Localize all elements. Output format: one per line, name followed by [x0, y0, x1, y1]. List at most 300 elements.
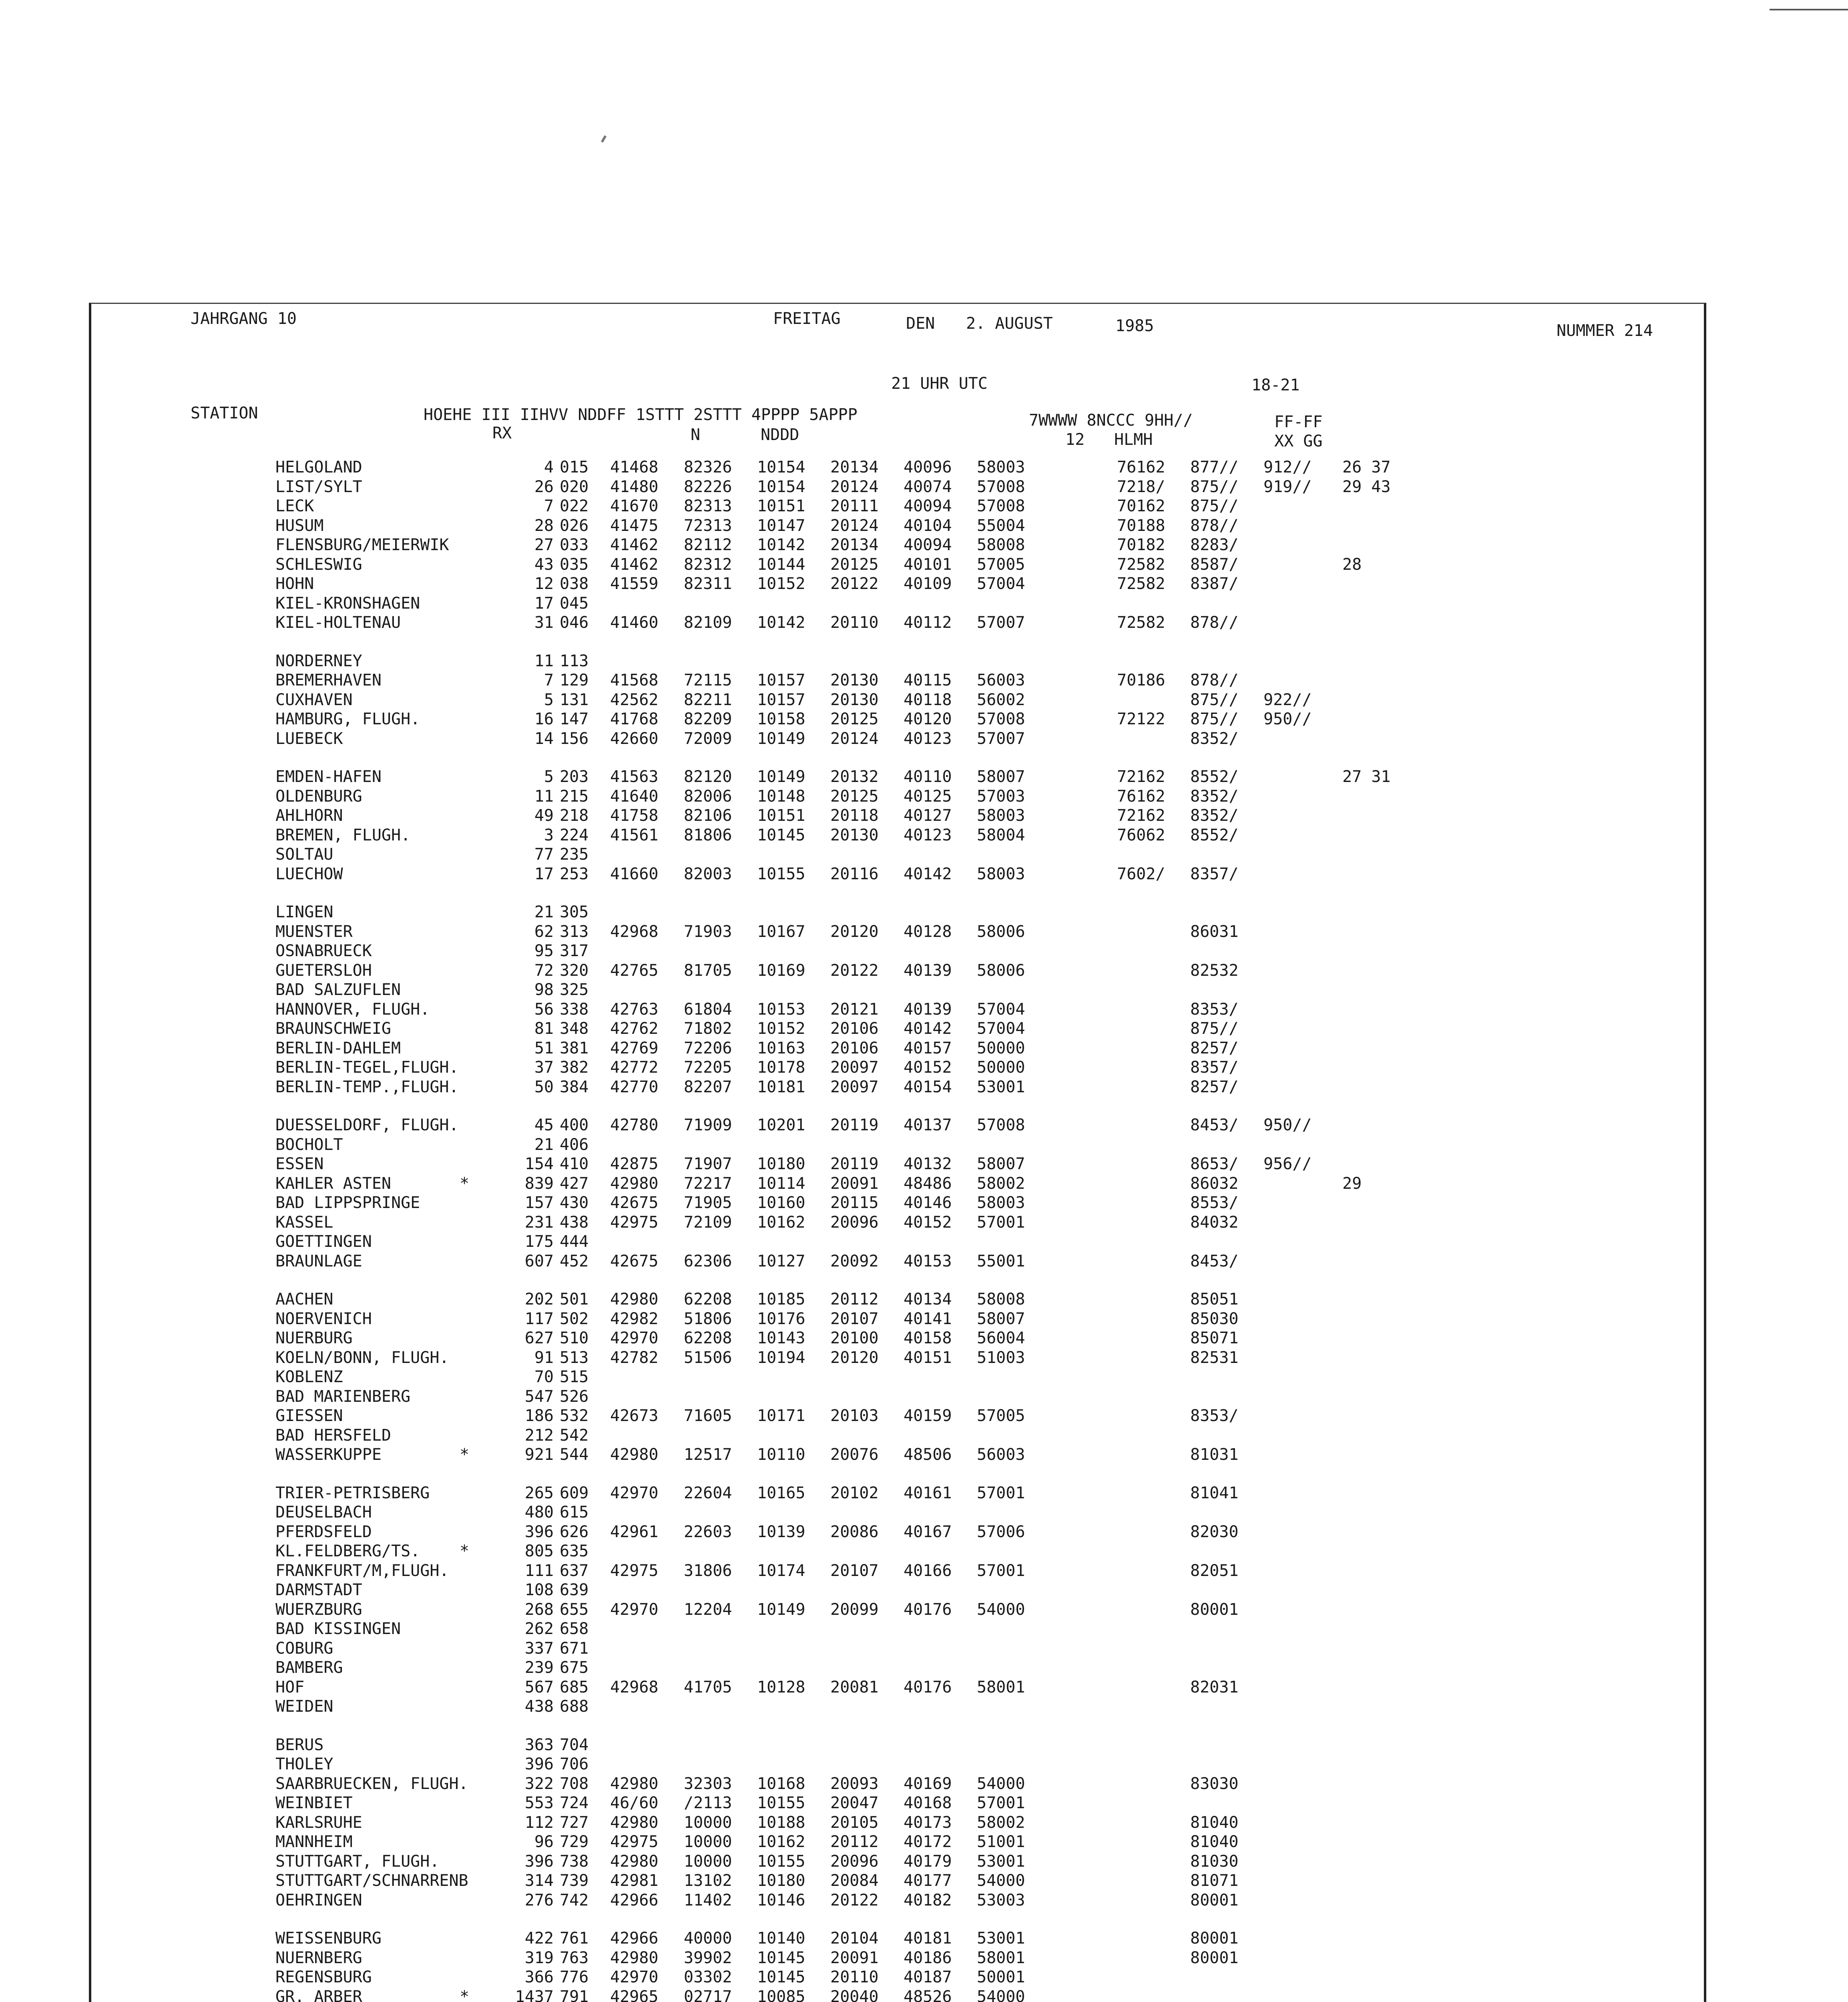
synop-group: 41670	[610, 497, 659, 515]
station-row	[91, 1484, 1704, 1502]
station-number: 635	[560, 1542, 589, 1560]
synop-group: 48526	[904, 1987, 952, 2002]
station-height: 31	[534, 613, 554, 632]
synop-group: 20132	[830, 768, 879, 786]
station-height: 111	[524, 1561, 554, 1580]
synop-group: 10142	[757, 613, 805, 632]
extra-group: 875//	[1190, 477, 1239, 496]
station-name: ESSEN	[275, 1155, 324, 1173]
station-name: KIEL-HOLTENAU	[275, 613, 401, 632]
synop-group: 32303	[684, 1774, 732, 1793]
synop-group: 10194	[757, 1348, 805, 1367]
extra-group: 8352/	[1190, 729, 1239, 748]
synop-group: 40161	[904, 1483, 952, 1502]
synop-group: 10163	[757, 1039, 805, 1057]
station-number: 738	[560, 1852, 589, 1871]
synop-group: 58007	[977, 1309, 1025, 1328]
station-number: 706	[560, 1755, 589, 1773]
station-row	[91, 1213, 1704, 1231]
synop-group: 10127	[757, 1252, 805, 1270]
synop-group: 40173	[904, 1813, 952, 1832]
synop-group: 72217	[684, 1174, 732, 1193]
extra-group: 8352/	[1190, 806, 1239, 825]
synop-group: 10185	[757, 1290, 805, 1309]
synop-group: 10167	[757, 922, 805, 941]
station-name: NORDERNEY	[275, 651, 362, 670]
station-height: 607	[524, 1252, 554, 1270]
station-row	[91, 671, 1704, 689]
station-height: 11	[534, 787, 554, 806]
station-number: 015	[560, 458, 589, 476]
gust-value: 26 37	[1342, 458, 1391, 476]
synop-group: 20124	[830, 477, 879, 496]
station-name: FLENSBURG/MEIERWIK	[275, 536, 449, 554]
synop-group: 20121	[830, 1000, 879, 1019]
synop-group: 42970	[610, 1600, 659, 1619]
synop-group: 20084	[830, 1871, 879, 1890]
col-n: N	[691, 426, 701, 444]
synop-group: 51506	[684, 1348, 732, 1367]
station-number: 033	[560, 536, 589, 554]
synop-group: 20134	[830, 536, 879, 554]
station-name: LUEBECK	[275, 729, 343, 748]
synop-group: 40152	[904, 1058, 952, 1077]
synop-group: 42982	[610, 1309, 659, 1328]
station-number: 427	[560, 1174, 589, 1193]
synop-group: 58003	[977, 806, 1025, 825]
synop-group: 10162	[757, 1833, 805, 1851]
station-row	[91, 536, 1704, 554]
station-row	[91, 1988, 1704, 2002]
synop-group: 41640	[610, 787, 659, 806]
synop-group: 53003	[977, 1891, 1025, 1910]
station-row	[91, 1116, 1704, 1134]
synop-group: 57007	[977, 729, 1025, 748]
station-height: 154	[524, 1155, 554, 1173]
extra-group: 922//	[1263, 690, 1312, 709]
synop-group: 10145	[757, 826, 805, 844]
station-height: 268	[524, 1600, 554, 1619]
synop-group: 40176	[904, 1600, 952, 1619]
station-number: 129	[560, 671, 589, 689]
synop-group: 20115	[830, 1194, 879, 1212]
jahrgang: JAHRGANG 10	[191, 310, 297, 328]
synop-group: 20122	[830, 575, 879, 593]
station-row	[91, 1891, 1704, 1909]
col-station: STATION	[191, 404, 258, 422]
synop-group: 40127	[904, 806, 952, 825]
station-height: 157	[524, 1194, 554, 1212]
synop-group: 10157	[757, 690, 805, 709]
station-name: BAMBERG	[275, 1658, 343, 1677]
synop-group: 10155	[757, 1852, 805, 1871]
synop-group: 40139	[904, 961, 952, 980]
synop-group: 72115	[684, 671, 732, 689]
station-row	[91, 1194, 1704, 1212]
station-number: 203	[560, 768, 589, 786]
station-number: 218	[560, 806, 589, 825]
synop-group: 10180	[757, 1871, 805, 1890]
station-name: KASSEL	[275, 1213, 333, 1232]
synop-group: 20096	[830, 1213, 879, 1232]
gust-value: 28	[1342, 555, 1362, 574]
extra-group: 912//	[1263, 458, 1312, 476]
station-number: 742	[560, 1891, 589, 1910]
station-name: HUSUM	[275, 516, 324, 535]
station-row	[91, 1562, 1704, 1580]
station-name: SOLTAU	[275, 845, 333, 864]
synop-group: 82120	[684, 768, 732, 786]
station-height: 4	[544, 458, 554, 476]
report-sheet	[89, 303, 1706, 2002]
synop-group: 40181	[904, 1929, 952, 1948]
station-height: 45	[534, 1116, 554, 1134]
synop-group: 31806	[684, 1561, 732, 1580]
station-row	[91, 1387, 1704, 1405]
station-row	[91, 806, 1704, 824]
mountain-station-marker: *	[460, 1987, 470, 2002]
station-name: WASSERKUPPE	[275, 1445, 382, 1464]
synop-group: 40152	[904, 1213, 952, 1232]
station-name: TRIER-PETRISBERG	[275, 1483, 430, 1502]
station-number: 776	[560, 1968, 589, 1986]
synop-group: 40115	[904, 671, 952, 689]
synop-group: 46/60	[610, 1794, 659, 1812]
extra-group: 81040	[1190, 1813, 1239, 1832]
synop-group: 53001	[977, 1852, 1025, 1871]
station-height: 839	[524, 1174, 554, 1193]
synop-group: 81806	[684, 826, 732, 844]
synop-group: 10145	[757, 1968, 805, 1986]
synop-group: 81705	[684, 961, 732, 980]
station-name: LUECHOW	[275, 864, 343, 883]
synop-group: 40000	[684, 1929, 732, 1948]
station-row	[91, 1368, 1704, 1386]
station-number: 688	[560, 1697, 589, 1716]
synop-group: 20100	[830, 1329, 879, 1347]
synop-group: 42770	[610, 1077, 659, 1096]
report-date: 2. AUGUST	[966, 314, 1053, 333]
synop-group: 10128	[757, 1678, 805, 1696]
synop-group: 10000	[684, 1813, 732, 1832]
extra-group: 8553/	[1190, 1194, 1239, 1212]
station-name: DARMSTADT	[275, 1581, 362, 1599]
station-height: 72	[534, 961, 554, 980]
station-row	[91, 1426, 1704, 1444]
station-height: 627	[524, 1329, 554, 1347]
extra-group: 8552/	[1190, 826, 1239, 844]
synop-group: 40094	[904, 536, 952, 554]
extra-group: 70188	[1117, 516, 1165, 535]
station-height: 396	[524, 1852, 554, 1871]
synop-group: 41462	[610, 555, 659, 574]
synop-group: 20134	[830, 458, 879, 476]
synop-group: 40172	[904, 1833, 952, 1851]
extra-group: 877//	[1190, 458, 1239, 476]
station-number: 224	[560, 826, 589, 844]
synop-group: 10151	[757, 497, 805, 515]
station-name: OLDENBURG	[275, 787, 362, 806]
extra-group: 70186	[1117, 671, 1165, 689]
synop-group: 82209	[684, 710, 732, 728]
synop-group: 40096	[904, 458, 952, 476]
synop-group: 10149	[757, 1600, 805, 1619]
synop-group: 20125	[830, 555, 879, 574]
station-name: HOHN	[275, 575, 314, 593]
synop-group: 42980	[610, 1290, 659, 1309]
station-number: 381	[560, 1039, 589, 1057]
synop-group: 72109	[684, 1213, 732, 1232]
extra-group: 72162	[1117, 768, 1165, 786]
station-name: BERLIN-TEGEL,FLUGH.	[275, 1058, 459, 1077]
synop-group: 71802	[684, 1019, 732, 1038]
station-name: NUERNBERG	[275, 1948, 362, 1967]
station-name: AHLHORN	[275, 806, 343, 825]
extra-group: 8257/	[1190, 1077, 1239, 1096]
synop-group: 20111	[830, 497, 879, 515]
synop-group: 10158	[757, 710, 805, 728]
synop-group: 42980	[610, 1774, 659, 1793]
extra-group: 878//	[1190, 613, 1239, 632]
synop-group: 20110	[830, 1968, 879, 1986]
synop-group: 58007	[977, 1155, 1025, 1173]
station-height: 480	[524, 1503, 554, 1522]
station-height: 70	[534, 1368, 554, 1386]
station-number: 035	[560, 555, 589, 574]
synop-group: 10165	[757, 1483, 805, 1502]
extra-group: 72162	[1117, 806, 1165, 825]
station-name: BAD HERSFELD	[275, 1426, 391, 1445]
report-year: 1985	[1115, 317, 1154, 335]
synop-group: 10171	[757, 1407, 805, 1425]
synop-group: 72009	[684, 729, 732, 748]
station-name: KAHLER ASTEN	[275, 1174, 391, 1193]
synop-group: 20105	[830, 1813, 879, 1832]
synop-group: 41468	[610, 458, 659, 476]
station-height: 175	[524, 1232, 554, 1251]
synop-group: 40118	[904, 690, 952, 709]
extra-group: 875//	[1190, 710, 1239, 728]
station-number: 685	[560, 1678, 589, 1696]
extra-group: 8357/	[1190, 864, 1239, 883]
station-height: 12	[534, 575, 554, 593]
station-name: LIST/SYLT	[275, 477, 362, 496]
station-row	[91, 652, 1704, 670]
synop-group: 57004	[977, 1000, 1025, 1019]
synop-group: 20097	[830, 1077, 879, 1096]
col-xx-gg: XX GG	[1274, 432, 1323, 450]
synop-group: 42772	[610, 1058, 659, 1077]
extra-group: 8283/	[1190, 536, 1239, 554]
station-number: 739	[560, 1871, 589, 1890]
station-height: 16	[534, 710, 554, 728]
station-number: 113	[560, 651, 589, 670]
station-name: HAMBURG, FLUGH.	[275, 710, 420, 728]
synop-group: 10176	[757, 1309, 805, 1328]
synop-group: 40177	[904, 1871, 952, 1890]
extra-group: 878//	[1190, 671, 1239, 689]
station-name: BREMEN, FLUGH.	[275, 826, 411, 844]
station-row	[91, 555, 1704, 573]
station-row	[91, 1736, 1704, 1754]
synop-group: 42673	[610, 1407, 659, 1425]
synop-group: 41561	[610, 826, 659, 844]
station-height: 50	[534, 1077, 554, 1096]
extra-group: 85071	[1190, 1329, 1239, 1347]
synop-group: 10151	[757, 806, 805, 825]
synop-group: 02717	[684, 1987, 732, 2002]
synop-group: 42968	[610, 1678, 659, 1696]
station-row	[91, 1523, 1704, 1541]
station-number: 438	[560, 1213, 589, 1232]
synop-group: 40159	[904, 1407, 952, 1425]
extra-group: 8453/	[1190, 1252, 1239, 1270]
synop-group: 20102	[830, 1483, 879, 1502]
station-height: 231	[524, 1213, 554, 1232]
synop-group: 10153	[757, 1000, 805, 1019]
synop-group: 72206	[684, 1039, 732, 1057]
synop-group: 20130	[830, 671, 879, 689]
synop-group: 20104	[830, 1929, 879, 1948]
synop-group: 42980	[610, 1813, 659, 1832]
mountain-station-marker: *	[460, 1542, 470, 1560]
station-name: CUXHAVEN	[275, 690, 353, 709]
synop-group: 10145	[757, 1948, 805, 1967]
station-height: 547	[524, 1387, 554, 1406]
synop-group: 10000	[684, 1833, 732, 1851]
synop-group: 82313	[684, 497, 732, 515]
station-row	[91, 1658, 1704, 1676]
synop-group: 13102	[684, 1871, 732, 1890]
extra-group: 875//	[1190, 1019, 1239, 1038]
synop-group: 20106	[830, 1019, 879, 1038]
station-height: 5	[544, 768, 554, 786]
synop-group: 10148	[757, 787, 805, 806]
extra-group: 72582	[1117, 613, 1165, 632]
station-name: GOETTINGEN	[275, 1232, 372, 1251]
synop-group: 40179	[904, 1852, 952, 1871]
station-row	[91, 691, 1704, 709]
station-row	[91, 497, 1704, 515]
station-number: 724	[560, 1794, 589, 1812]
station-height: 5	[544, 690, 554, 709]
synop-group: 40134	[904, 1290, 952, 1309]
station-number: 325	[560, 981, 589, 999]
station-row	[91, 865, 1704, 883]
station-name: HELGOLAND	[275, 458, 362, 476]
station-height: 553	[524, 1794, 554, 1812]
synop-group: 71907	[684, 1155, 732, 1173]
synop-group: 41460	[610, 613, 659, 632]
station-row	[91, 710, 1704, 728]
station-height: 3	[544, 826, 554, 844]
station-name: BAD KISSINGEN	[275, 1620, 401, 1638]
station-number: 338	[560, 1000, 589, 1019]
synop-group: 57004	[977, 1019, 1025, 1038]
synop-group: 20112	[830, 1833, 879, 1851]
synop-group: 56003	[977, 1445, 1025, 1464]
synop-group: 42980	[610, 1445, 659, 1464]
synop-group: 57007	[977, 613, 1025, 632]
synop-group: 40166	[904, 1561, 952, 1580]
station-height: 7	[544, 497, 554, 515]
station-row	[91, 768, 1704, 786]
station-name: COBURG	[275, 1639, 333, 1658]
station-name: BREMERHAVEN	[275, 671, 382, 689]
synop-group: 71903	[684, 922, 732, 941]
extra-group: 82532	[1190, 961, 1239, 980]
synop-group: 22603	[684, 1522, 732, 1541]
synop-group: 58003	[977, 1194, 1025, 1212]
synop-group: 57001	[977, 1213, 1025, 1232]
col-rx: RX	[492, 424, 512, 442]
station-row	[91, 1542, 1704, 1560]
synop-group: 82226	[684, 477, 732, 496]
station-row	[91, 478, 1704, 496]
station-number: 348	[560, 1019, 589, 1038]
period-label: 18-21	[1251, 376, 1300, 394]
synop-group: 72205	[684, 1058, 732, 1077]
synop-group: 71909	[684, 1116, 732, 1134]
station-height: 322	[524, 1774, 554, 1793]
station-name: OSNABRUECK	[275, 942, 372, 960]
station-height: 21	[534, 903, 554, 921]
synop-group: 41563	[610, 768, 659, 786]
station-name: WEISSENBURG	[275, 1929, 382, 1948]
station-name: SCHLESWIG	[275, 555, 362, 574]
synop-group: 10155	[757, 1794, 805, 1812]
synop-group: 51001	[977, 1833, 1025, 1851]
station-name: BOCHOLT	[275, 1135, 343, 1154]
station-row	[91, 1639, 1704, 1657]
station-height: 98	[534, 981, 554, 999]
extra-group: 84032	[1190, 1213, 1239, 1232]
synop-group: 57008	[977, 477, 1025, 496]
synop-group: 42769	[610, 1039, 659, 1057]
synop-group: 10152	[757, 1019, 805, 1038]
synop-group: 41559	[610, 575, 659, 593]
col-main-groups: HOEHE III IIHVV NDDFF 1STTT 2STTT 4PPPP 5APPP	[424, 406, 858, 424]
station-height: 81	[534, 1019, 554, 1038]
synop-group: 55001	[977, 1252, 1025, 1270]
corner-mark	[1770, 9, 1848, 10]
synop-group: 42980	[610, 1948, 659, 1967]
synop-group: 57008	[977, 710, 1025, 728]
station-name: HANNOVER, FLUGH.	[275, 1000, 430, 1019]
station-name: SAARBRUECKEN, FLUGH.	[275, 1774, 468, 1793]
station-number: 729	[560, 1833, 589, 1851]
extra-group: 70182	[1117, 536, 1165, 554]
synop-group: 82112	[684, 536, 732, 554]
synop-group: 42970	[610, 1483, 659, 1502]
synop-group: 22604	[684, 1483, 732, 1502]
station-number: 038	[560, 575, 589, 593]
station-row	[91, 1174, 1704, 1192]
station-name: BERUS	[275, 1735, 324, 1754]
synop-group: 56004	[977, 1329, 1025, 1347]
station-height: 77	[534, 845, 554, 864]
synop-group: 20096	[830, 1852, 879, 1871]
station-number: 791	[560, 1987, 589, 2002]
station-name: OEHRINGEN	[275, 1891, 362, 1910]
station-number: 444	[560, 1232, 589, 1251]
station-row	[91, 1755, 1704, 1773]
synop-group: 42980	[610, 1852, 659, 1871]
synop-group: 57006	[977, 1522, 1025, 1541]
gust-value: 29 43	[1342, 477, 1391, 496]
station-number: 615	[560, 1503, 589, 1522]
synop-group: 20125	[830, 710, 879, 728]
